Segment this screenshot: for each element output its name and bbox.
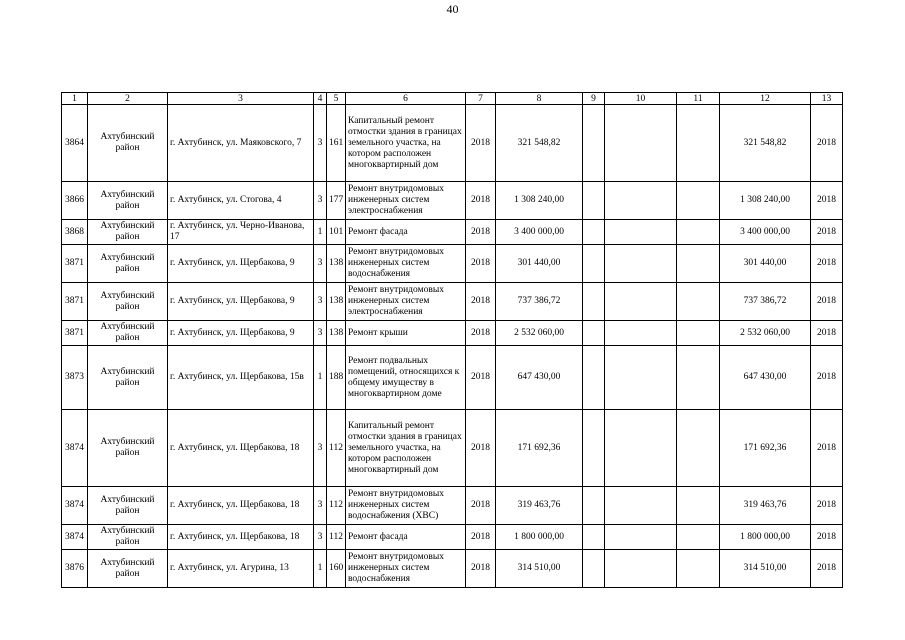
row-id-cell: 3871 [62, 245, 88, 283]
total-cost-cell: 1 800 000,00 [720, 525, 811, 550]
col11-cell [677, 321, 720, 346]
year-cell: 2018 [466, 220, 496, 245]
work-type-cell: Ремонт внутридомовых инженерных систем водоснабжения (ХВС) [346, 487, 466, 525]
repair-program-table [61, 92, 843, 588]
cost-cell: 1 800 000,00 [496, 525, 583, 550]
col4-cell: 3 [314, 283, 327, 321]
cost-cell: 647 430,00 [496, 346, 583, 410]
page-number: 40 [446, 2, 459, 16]
table-row [62, 321, 843, 346]
col5-cell: 161 [327, 105, 346, 182]
col5-cell: 138 [327, 321, 346, 346]
completion-year-cell: 2018 [811, 245, 843, 283]
table-row [62, 245, 843, 283]
total-cost-cell: 319 463,76 [720, 487, 811, 525]
address-cell: г. Ахтубинск, ул. Щербакова, 18 [168, 410, 314, 487]
year-cell: 2018 [466, 525, 496, 550]
district-cell: Ахтубинский район [88, 550, 168, 588]
row-id-cell: 3868 [62, 220, 88, 245]
col4-cell: 3 [314, 182, 327, 220]
address-cell: г. Ахтубинск, ул. Щербакова, 18 [168, 487, 314, 525]
column-header: 10 [605, 93, 677, 105]
cost-cell: 321 548,82 [496, 105, 583, 182]
cost-cell: 314 510,00 [496, 550, 583, 588]
total-cost-cell: 301 440,00 [720, 245, 811, 283]
completion-year-cell: 2018 [811, 487, 843, 525]
col5-cell: 177 [327, 182, 346, 220]
row-id-cell: 3873 [62, 346, 88, 410]
address-cell: г. Ахтубинск, ул. Маяковского, 7 [168, 105, 314, 182]
year-cell: 2018 [466, 346, 496, 410]
district-cell: Ахтубинский район [88, 410, 168, 487]
col11-cell [677, 346, 720, 410]
year-cell: 2018 [466, 245, 496, 283]
table-row [62, 220, 843, 245]
col9-cell [583, 182, 605, 220]
col11-cell [677, 550, 720, 588]
table-row [62, 105, 843, 182]
row-id-cell: 3871 [62, 283, 88, 321]
work-type-cell: Ремонт внутридомовых инженерных систем водоснабжения [346, 245, 466, 283]
col5-cell: 112 [327, 487, 346, 525]
total-cost-cell: 321 548,82 [720, 105, 811, 182]
total-cost-cell: 737 386,72 [720, 283, 811, 321]
address-cell: г. Ахтубинск, ул. Черно-Иванова, 17 [168, 220, 314, 245]
total-cost-cell: 314 510,00 [720, 550, 811, 588]
column-header: 7 [466, 93, 496, 105]
col9-cell [583, 346, 605, 410]
col5-cell: 138 [327, 245, 346, 283]
row-id-cell: 3871 [62, 321, 88, 346]
year-cell: 2018 [466, 321, 496, 346]
column-header: 9 [583, 93, 605, 105]
column-header: 8 [496, 93, 583, 105]
col4-cell: 3 [314, 105, 327, 182]
column-header: 13 [811, 93, 843, 105]
column-header: 1 [62, 93, 88, 105]
col10-cell [605, 182, 677, 220]
col5-cell: 101 [327, 220, 346, 245]
total-cost-cell: 647 430,00 [720, 346, 811, 410]
col11-cell [677, 220, 720, 245]
address-cell: г. Ахтубинск, ул. Щербакова, 15в [168, 346, 314, 410]
column-header: 3 [168, 93, 314, 105]
col10-cell [605, 220, 677, 245]
row-id-cell: 3874 [62, 410, 88, 487]
year-cell: 2018 [466, 487, 496, 525]
col10-cell [605, 410, 677, 487]
address-cell: г. Ахтубинск, ул. Стогова, 4 [168, 182, 314, 220]
col4-cell: 1 [314, 550, 327, 588]
district-cell: Ахтубинский район [88, 245, 168, 283]
table-row [62, 410, 843, 487]
completion-year-cell: 2018 [811, 525, 843, 550]
cost-cell: 171 692,36 [496, 410, 583, 487]
work-type-cell: Ремонт подвальных помещений, относящихся к общему имуществу в многоквартирном доме [346, 346, 466, 410]
col9-cell [583, 105, 605, 182]
district-cell: Ахтубинский район [88, 220, 168, 245]
col4-cell: 1 [314, 220, 327, 245]
column-header: 6 [346, 93, 466, 105]
district-cell: Ахтубинский район [88, 525, 168, 550]
year-cell: 2018 [466, 283, 496, 321]
col11-cell [677, 283, 720, 321]
address-cell: г. Ахтубинск, ул. Щербакова, 9 [168, 321, 314, 346]
col9-cell [583, 550, 605, 588]
total-cost-cell: 3 400 000,00 [720, 220, 811, 245]
address-cell: г. Ахтубинск, ул. Агурина, 13 [168, 550, 314, 588]
col10-cell [605, 525, 677, 550]
district-cell: Ахтубинский район [88, 346, 168, 410]
col9-cell [583, 283, 605, 321]
completion-year-cell: 2018 [811, 550, 843, 588]
col10-cell [605, 283, 677, 321]
col9-cell [583, 321, 605, 346]
work-type-cell: Ремонт внутридомовых инженерных систем электроснабжения [346, 283, 466, 321]
col11-cell [677, 182, 720, 220]
completion-year-cell: 2018 [811, 283, 843, 321]
table-row [62, 346, 843, 410]
col4-cell: 3 [314, 487, 327, 525]
completion-year-cell: 2018 [811, 182, 843, 220]
col10-cell [605, 487, 677, 525]
address-cell: г. Ахтубинск, ул. Щербакова, 9 [168, 283, 314, 321]
completion-year-cell: 2018 [811, 346, 843, 410]
table-row [62, 487, 843, 525]
column-header: 4 [314, 93, 327, 105]
row-id-cell: 3864 [62, 105, 88, 182]
year-cell: 2018 [466, 410, 496, 487]
district-cell: Ахтубинский район [88, 182, 168, 220]
work-type-cell: Капитальный ремонт отмостки здания в границах земельного участка, на котором расположен многоквартирный дом [346, 105, 466, 182]
year-cell: 2018 [466, 550, 496, 588]
total-cost-cell: 2 532 060,00 [720, 321, 811, 346]
col10-cell [605, 105, 677, 182]
column-header: 2 [88, 93, 168, 105]
row-id-cell: 3874 [62, 487, 88, 525]
completion-year-cell: 2018 [811, 105, 843, 182]
col10-cell [605, 245, 677, 283]
cost-cell: 319 463,76 [496, 487, 583, 525]
year-cell: 2018 [466, 105, 496, 182]
cost-cell: 3 400 000,00 [496, 220, 583, 245]
completion-year-cell: 2018 [811, 220, 843, 245]
col5-cell: 160 [327, 550, 346, 588]
work-type-cell: Ремонт фасада [346, 525, 466, 550]
col5-cell: 112 [327, 410, 346, 487]
column-header: 11 [677, 93, 720, 105]
address-cell: г. Ахтубинск, ул. Щербакова, 18 [168, 525, 314, 550]
col5-cell: 188 [327, 346, 346, 410]
completion-year-cell: 2018 [811, 410, 843, 487]
cost-cell: 301 440,00 [496, 245, 583, 283]
col11-cell [677, 245, 720, 283]
col9-cell [583, 487, 605, 525]
work-type-cell: Ремонт крыши [346, 321, 466, 346]
cost-cell: 2 532 060,00 [496, 321, 583, 346]
address-cell: г. Ахтубинск, ул. Щербакова, 9 [168, 245, 314, 283]
table-row [62, 525, 843, 550]
col9-cell [583, 525, 605, 550]
col4-cell: 3 [314, 245, 327, 283]
cost-cell: 1 308 240,00 [496, 182, 583, 220]
district-cell: Ахтубинский район [88, 321, 168, 346]
column-header: 5 [327, 93, 346, 105]
col11-cell [677, 410, 720, 487]
work-type-cell: Капитальный ремонт отмостки здания в границах земельного участка, на котором расположен многоквартирный дом [346, 410, 466, 487]
col4-cell: 1 [314, 346, 327, 410]
header-row [62, 93, 843, 105]
col5-cell: 138 [327, 283, 346, 321]
row-id-cell: 3874 [62, 525, 88, 550]
col10-cell [605, 321, 677, 346]
col9-cell [583, 220, 605, 245]
total-cost-cell: 171 692,36 [720, 410, 811, 487]
district-cell: Ахтубинский район [88, 283, 168, 321]
col9-cell [583, 410, 605, 487]
col4-cell: 3 [314, 525, 327, 550]
year-cell: 2018 [466, 182, 496, 220]
completion-year-cell: 2018 [811, 321, 843, 346]
col4-cell: 3 [314, 321, 327, 346]
work-type-cell: Ремонт фасада [346, 220, 466, 245]
col4-cell: 3 [314, 410, 327, 487]
col11-cell [677, 525, 720, 550]
cost-cell: 737 386,72 [496, 283, 583, 321]
table-row [62, 182, 843, 220]
col10-cell [605, 346, 677, 410]
table-row [62, 283, 843, 321]
col10-cell [605, 550, 677, 588]
district-cell: Ахтубинский район [88, 105, 168, 182]
work-type-cell: Ремонт внутридомовых инженерных систем электроснабжения [346, 182, 466, 220]
col11-cell [677, 487, 720, 525]
col9-cell [583, 245, 605, 283]
row-id-cell: 3876 [62, 550, 88, 588]
work-type-cell: Ремонт внутридомовых инженерных систем водоснабжения [346, 550, 466, 588]
col5-cell: 112 [327, 525, 346, 550]
table-row [62, 550, 843, 588]
col11-cell [677, 105, 720, 182]
total-cost-cell: 1 308 240,00 [720, 182, 811, 220]
row-id-cell: 3866 [62, 182, 88, 220]
district-cell: Ахтубинский район [88, 487, 168, 525]
column-header: 12 [720, 93, 811, 105]
